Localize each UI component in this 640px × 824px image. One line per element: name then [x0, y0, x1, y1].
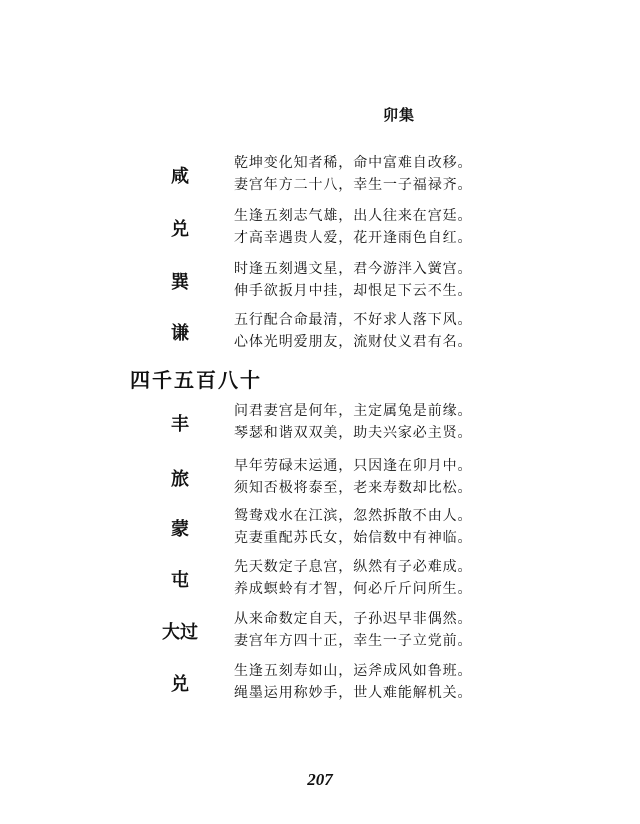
verse-entry-meng [0, 505, 640, 549]
verse-line: 妻宫年方二十八，幸生一子福禄齐。 [234, 177, 473, 193]
hexagram-name: 谦 [171, 323, 189, 344]
section-heading: 四千五百八十 [130, 368, 262, 392]
verse-line: 心体光明爱朋友，流财仗义君有名。 [234, 334, 473, 350]
verse-line: 琴瑟和谐双双美，助夫兴家必主贤。 [234, 425, 473, 441]
verse-entry-dui [0, 205, 640, 249]
verse-line: 伸手欲扳月中挂，却恨足下云不生。 [234, 283, 473, 299]
verse-line: 才高幸遇贵人爱，花开逢雨色自红。 [234, 230, 473, 246]
verse-entry-feng [0, 400, 640, 444]
page-header: 卯集 [383, 106, 416, 124]
verse-line: 生逢五刻寿如山，运斧成风如鲁班。 [234, 663, 473, 679]
verse-line: 绳墨运用称妙手，世人难能解机关。 [234, 685, 473, 701]
verse-line: 妻宫年方四十正，幸生一子立党前。 [234, 633, 473, 649]
verse-line: 时逢五刻遇文星，君今游泮入黉宫。 [234, 261, 473, 277]
verse-line: 克妻重配苏氏女，始信数中有神临。 [234, 530, 473, 546]
verse-line: 鸳鸯戏水在江滨，忽然拆散不由人。 [234, 508, 473, 524]
verse-line: 早年劳碌末运通，只因逢在卯月中。 [234, 458, 473, 474]
verse-line: 问君妻宫是何年，主定属兔是前缘。 [234, 403, 473, 419]
hexagram-name: 咸 [171, 166, 189, 187]
hexagram-name: 蒙 [171, 519, 189, 540]
hexagram-name: 屯 [171, 570, 189, 591]
verse-line: 养成螟蛉有才智，何必斤斤问所生。 [234, 581, 473, 597]
verse-entry-xun [0, 258, 640, 302]
verse-line: 从来命数定自天，子孙迟早非偶然。 [234, 611, 473, 627]
verse-line: 五行配合命最清，不好求人落下风。 [234, 312, 473, 328]
hexagram-name: 巽 [171, 272, 189, 293]
hexagram-name: 大过 [162, 622, 198, 643]
hexagram-name: 旅 [171, 469, 189, 490]
page-number: 207 [307, 770, 333, 789]
hexagram-name: 兑 [171, 674, 189, 695]
verse-entry-daguo [0, 608, 640, 652]
verse-entry-qian [0, 309, 640, 353]
hexagram-name: 丰 [171, 414, 189, 435]
verse-entry-dui-2 [0, 660, 640, 704]
verse-line: 乾坤变化知者稀，命中富难自改移。 [234, 155, 473, 171]
verse-line: 生逢五刻志气雄，出人往来在宫廷。 [234, 208, 473, 224]
verse-entry-lv [0, 455, 640, 499]
verse-line: 须知否极将泰至，老来寿数却比松。 [234, 480, 473, 496]
verse-line: 先天数定子息宫，纵然有子必难成。 [234, 559, 473, 575]
verse-entry-zhun [0, 556, 640, 600]
hexagram-name: 兑 [171, 219, 189, 240]
verse-entry-xian [0, 152, 640, 196]
